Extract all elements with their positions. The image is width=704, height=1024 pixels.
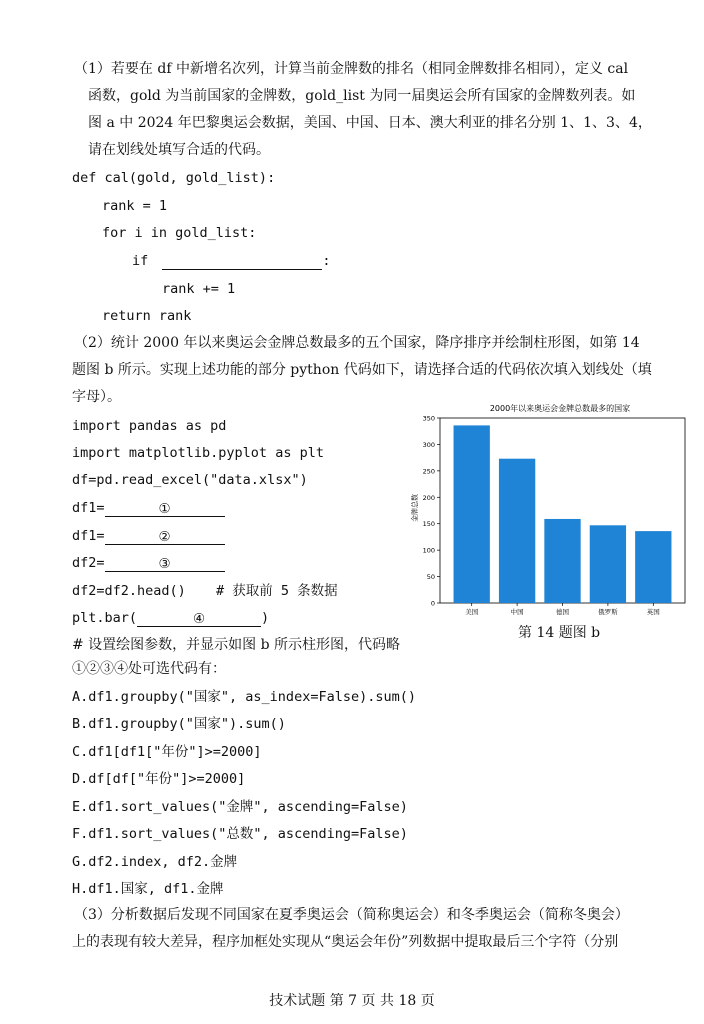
q1-line-3: 图 a 中 2024 年巴黎奥运会数据，美国、中国、日本、澳大利亚的排名分别 1、1、3、4，: [88, 115, 652, 131]
chart-title: 2000年以来奥运会金牌总数最多的国家: [489, 404, 631, 413]
bar-5: [635, 531, 671, 603]
code-return-line: return rank: [102, 308, 192, 324]
code-df1-assign-1: df1=: [72, 500, 105, 516]
option-a: A.df1.groupby("国家", as_index=False).sum(): [72, 689, 416, 705]
y-tick-label: 50: [426, 573, 435, 582]
q2-line-3: 字母）。: [72, 389, 121, 405]
code-bar-open: plt.bar(: [72, 610, 138, 626]
code-df1-line-2: [72, 527, 225, 545]
y-tick-label: 300: [422, 440, 435, 449]
bar-series: [454, 425, 672, 603]
code-df2-assign: df2=: [72, 555, 105, 571]
x-tick-label: 中国: [510, 608, 524, 616]
code-import-pandas: import pandas as pd: [72, 418, 227, 434]
option-f: F.df1.sort_values("总数", ascending=False): [72, 826, 408, 842]
code-head-line: [72, 582, 338, 600]
y-tick-label: 0: [430, 599, 435, 608]
y-tick-label: 100: [422, 546, 435, 555]
bar-1: [454, 425, 490, 603]
y-axis: [423, 415, 440, 608]
code-import-matplotlib: import matplotlib.pyplot as plt: [72, 445, 324, 461]
q2-line-1: （2）统计 2000 年以来奥运会金牌总数最多的五个国家，降序排序并绘制柱形图，如第 14: [74, 335, 640, 351]
y-tick-label: 150: [422, 520, 435, 529]
figure-caption: 第 14 题图 b: [518, 625, 601, 641]
option-g: G.df2.index, df2.金牌: [72, 854, 238, 870]
code-rank-init: rank = 1: [102, 198, 168, 214]
code-def-line: def cal(gold, gold_list):: [72, 170, 276, 186]
code-df1-line-1: [72, 499, 225, 517]
code-comment-plot: # 设置绘图参数，并显示如图 b 所示柱形图，代码略: [72, 637, 401, 653]
code-bar-close: ): [261, 610, 270, 626]
code-for-line: for i in gold_list:: [102, 225, 257, 241]
x-tick-label: 美国: [465, 608, 479, 616]
y-tick-label: 250: [422, 467, 435, 476]
answer-blank-2[interactable]: ②: [105, 528, 225, 545]
x-tick-label: 俄罗斯: [598, 608, 618, 616]
option-d: D.df[df["年份"]>=2000]: [72, 771, 246, 787]
code-if-keyword: if: [132, 253, 149, 269]
options-intro: ①②③④处可选代码有：: [72, 661, 226, 677]
code-rank-increment: rank += 1: [162, 281, 236, 297]
code-if-colon: :: [322, 253, 331, 269]
option-e: E.df1.sort_values("金牌", ascending=False): [72, 799, 408, 815]
page-footer: 技术试题 第 7 页 共 18 页: [269, 993, 435, 1009]
q3-line-1: （3）分析数据后发现不同国家在夏季奥运会（简称奥运会）和冬季奥运会（简称冬奥会）: [74, 907, 629, 923]
q2-line-2: 题图 b 所示。实现上述功能的部分 python 代码如下，请选择合适的代码依次填入划线处（填: [72, 362, 652, 378]
q1-line-4: 请在划线处填写合适的代码。: [88, 142, 270, 158]
q3-line-2: 上的表现有较大差异，程序加框处实现从“奥运会年份”列数据中提取最后三个字符（分别: [72, 934, 619, 950]
x-tick-label: 英国: [646, 608, 660, 616]
code-if-line: [132, 252, 331, 270]
answer-blank-4[interactable]: ④: [137, 610, 261, 627]
option-c: C.df1[df1["年份"]>=2000]: [72, 744, 262, 760]
bar-3: [544, 519, 580, 603]
code-head: df2=df2.head(): [72, 583, 186, 599]
option-b: B.df1.groupby("国家").sum(): [72, 716, 286, 732]
code-df2-line: [72, 554, 225, 572]
chart-y-axis-label: 金牌总数: [411, 494, 419, 522]
x-axis: [465, 603, 660, 616]
answer-blank-if[interactable]: [162, 253, 322, 270]
bar-4: [590, 525, 626, 603]
answer-blank-1[interactable]: ①: [105, 500, 225, 517]
y-tick-label: 200: [422, 493, 435, 502]
code-df1-assign-2: df1=: [72, 528, 105, 544]
option-h: H.df1.国家, df1.金牌: [72, 881, 224, 897]
answer-blank-3[interactable]: ③: [105, 555, 225, 572]
code-read-excel: df=pd.read_excel("data.xlsx"): [72, 472, 308, 488]
x-tick-label: 德国: [556, 608, 569, 616]
code-bar-line: [72, 609, 269, 627]
q1-line-2: 函数，gold 为当前国家的金牌数，gold_list 为同一届奥运会所有国家的金牌数列表。如: [88, 88, 636, 104]
y-tick-label: 350: [422, 414, 435, 423]
q1-line-1: （1）若要在 df 中新增名次列，计算当前金牌数的排名（相同金牌数排名相同），定义 cal: [74, 61, 629, 77]
code-head-comment: # 获取前 5 条数据: [215, 583, 338, 599]
bar-chart-figure-b: [408, 398, 686, 620]
bar-2: [499, 459, 535, 603]
